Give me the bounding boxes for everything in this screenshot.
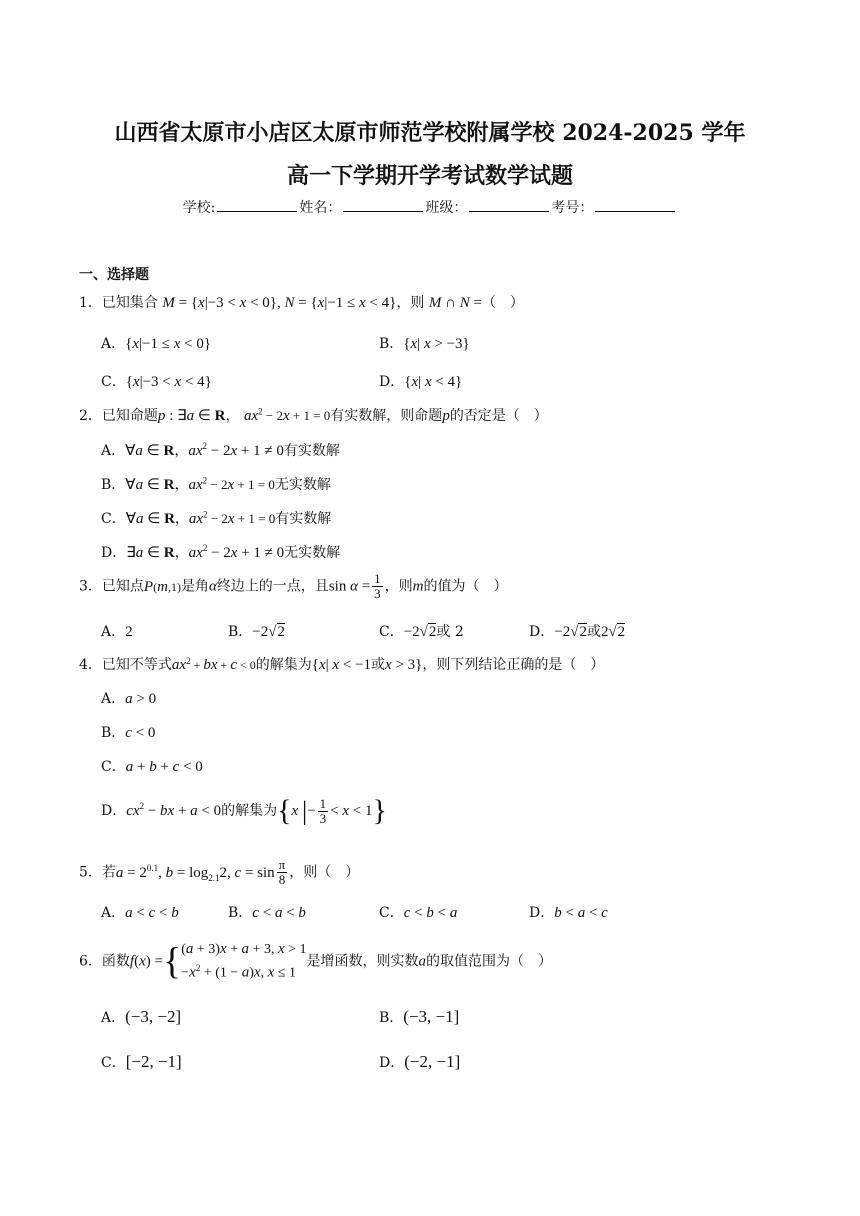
q6-option-b[interactable]: B．(−3, −1] [379, 1007, 460, 1026]
class-label: 班级： [425, 200, 468, 216]
q1-option-b[interactable]: B．{x| x > −3} [379, 336, 470, 352]
q4-option-c[interactable]: C．a + b + c < 0 [101, 759, 203, 775]
exam-no-label: 考号： [551, 200, 594, 216]
q5-option-c[interactable]: C．c < b < a [379, 905, 458, 921]
name-label: 姓名： [299, 200, 342, 216]
q2-option-a[interactable]: A．∀a ∈ R，$ax^2 - 2x + 1 \ne 0$有实数解 [101, 441, 340, 459]
q2-option-d[interactable]: D．∃a ∈ R，$ax^2 - 2x + 1 \ne 0$无实数解 [101, 543, 341, 561]
q2-option-c[interactable]: C．∀a ∈ R，$ax^2 - 2x + 1 = 0$有实数解 [101, 509, 332, 527]
q6-option-d[interactable]: D．(−2, −1] [379, 1052, 461, 1071]
section-heading: 一、选择题 [79, 267, 149, 283]
question-6: 6．函数f(x) ={ (a + 3)x + a + 3, x > 1 $-x^2 + (1 - a)x$, x ≤ 1 是增函数，则实数a的取值范围为（ ） [79, 940, 553, 983]
q4-option-a[interactable]: A．a > 0 [101, 691, 157, 707]
q5-option-b[interactable]: B．c < a < b [228, 905, 306, 921]
q6-option-c[interactable]: C．[−2, −1] [101, 1052, 182, 1071]
student-info-line [0, 197, 860, 217]
q4-option-b[interactable]: B．c < 0 [101, 725, 156, 741]
question-2: 2．已知命题p : ∃a ∈ R， $ax^2 - 2x + 1 = 0$有实数解，则命题p的否定是（ ） [79, 406, 548, 424]
q4-option-d[interactable]: D．$cx^2$ − bx + a < 0的解集为{x |− $\frac{1}{3}$ < x < 1} [101, 794, 387, 827]
q3-option-b[interactable]: B．−2√2 [228, 624, 285, 640]
name-blank[interactable] [343, 198, 423, 212]
q1-option-a[interactable]: A．{x|−1 ≤ x < 0} [101, 336, 212, 352]
school-blank[interactable] [217, 198, 297, 212]
title-line-2: 高一下学期开学考试数学试题 [286, 163, 573, 189]
q3-option-d[interactable]: D．−2√2或2√2 [529, 624, 626, 640]
question-4: 4．已知不等式$ax^2$ + bx + c < 0的解集为{x| x < −1或x > 3}，则下列结论正确的是（ ） [79, 656, 605, 673]
q1-option-d[interactable]: D．{x| x < 4} [379, 374, 463, 390]
title-line-1: 山西省太原市小店区太原市师范学校附属学校 2024-2025 学年 [114, 120, 746, 146]
q6-option-a[interactable]: A．(−3, −2] [101, 1007, 182, 1026]
q3-option-c[interactable]: C．−2√2或 2 [379, 624, 464, 640]
school-label: 学校: [182, 200, 216, 216]
question-5: 5．若$a = 2^{0.1}$, $b = \log_{2.1}2$, c = sin $\frac{\pi}{8}$ ，则（ ） [79, 857, 360, 887]
q3-option-a[interactable]: A．2 [101, 624, 133, 640]
exam-no-blank[interactable] [595, 198, 675, 212]
q5-option-d[interactable]: D．b < a < c [529, 905, 608, 921]
class-blank[interactable] [469, 198, 549, 212]
question-3: 3．已知点P(m,1)是角α终边上的一点，且sin α = $\frac{1}{3}$ ，则m的值为（ ） [79, 571, 508, 601]
question-1: 1．已知集合 M = {x|−3 < x < 0}, N = {x|−1 ≤ x < 4}，则 M ∩ N =（ ） [79, 295, 524, 311]
q2-option-b[interactable]: B．∀a ∈ R，$ax^2 - 2x + 1 = 0$无实数解 [101, 475, 331, 493]
q5-option-a[interactable]: A．a < c < b [101, 905, 179, 921]
q1-option-c[interactable]: C．{x|−3 < x < 4} [101, 374, 212, 390]
